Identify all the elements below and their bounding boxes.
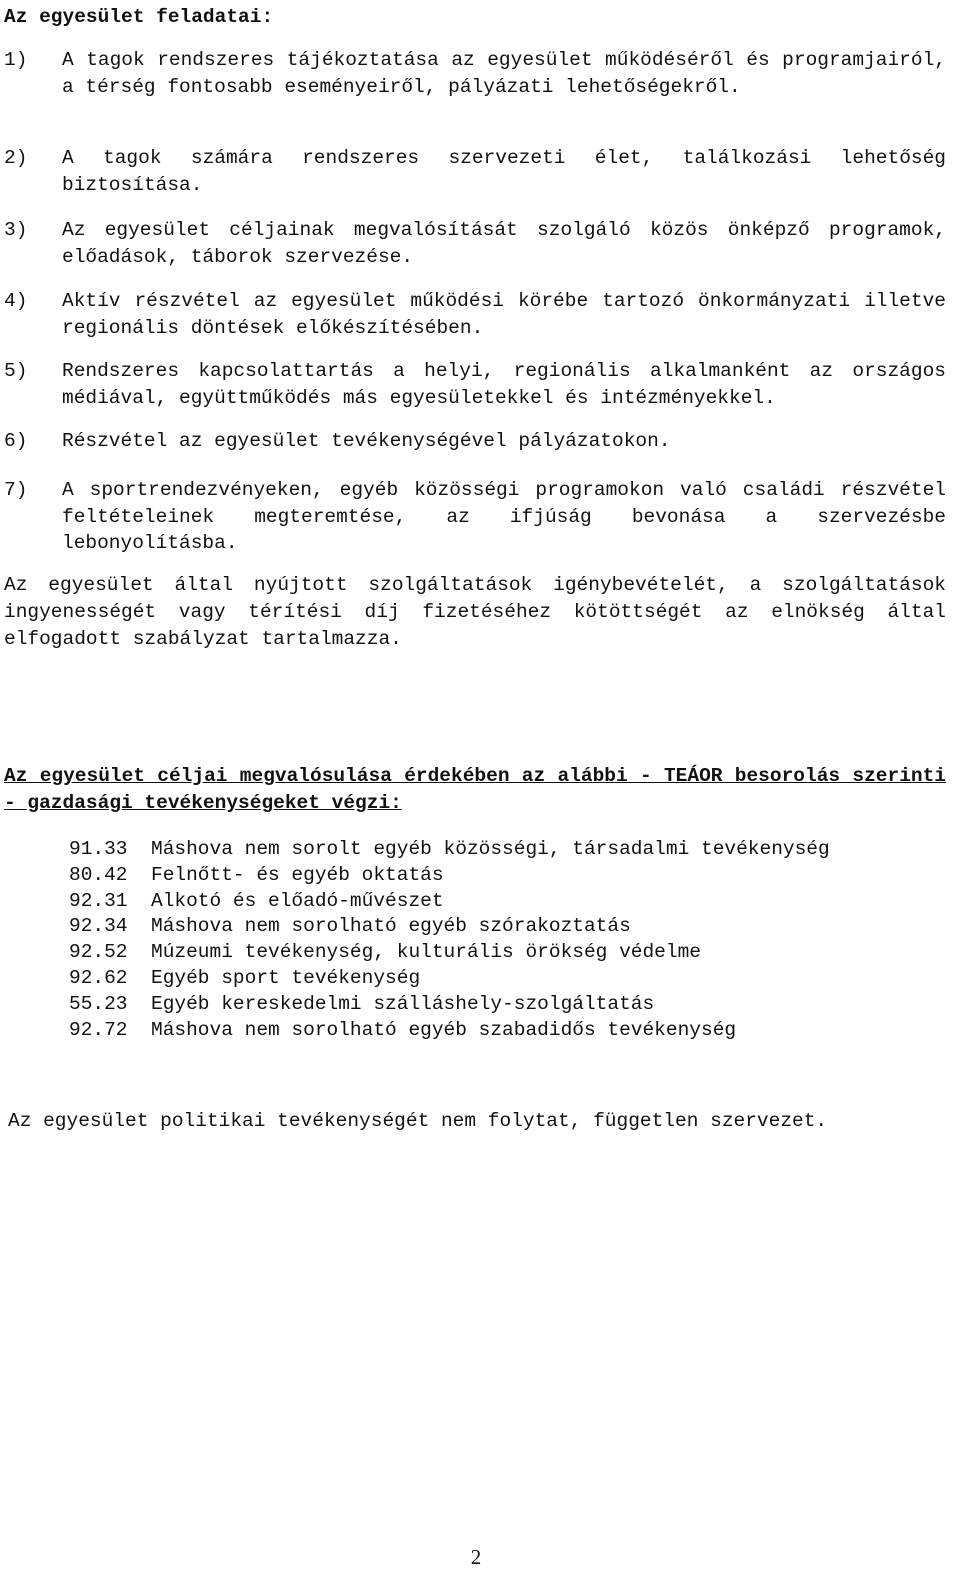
- teaor-label: Egyéb sport tevékenység: [151, 966, 421, 989]
- task-text: A tagok rendszeres tájékoztatása az egyesület működéséről és programjairól, a térség fontosabb eseményeiről, pályázati lehetőségekről.: [62, 49, 946, 98]
- teaor-label: Felnőtt- és egyéb oktatás: [151, 863, 444, 886]
- teaor-code: 91.33: [69, 838, 128, 860]
- teaor-label: Egyéb kereskedelmi szálláshely-szolgáltatás: [151, 992, 655, 1015]
- list-item: [69, 889, 830, 915]
- page-number: 2: [470, 1545, 482, 1569]
- teaor-code: 92.31: [69, 889, 128, 912]
- task-text: Aktív részvétel az egyesület működési körébe tartozó önkormányzati illetve regionális döntések előkészítésében.: [62, 290, 946, 339]
- task-item-3: [4, 217, 946, 270]
- teaor-heading: Az egyesület céljai megvalósulása érdekében az alábbi - TEÁOR besorolás szerinti - gazdasági tevékenységeket végzi:: [4, 765, 946, 814]
- services-paragraph: Az egyesület által nyújtott szolgáltatások igénybevételét, a szolgáltatások ingyenességét vagy térítési díj fizetéséhez kötöttségét az elnökség által elfogadott szabályzat tartalmazza.: [4, 574, 946, 650]
- teaor-label: Máshova nem sorolt egyéb közösségi, társadalmi tevékenység: [151, 838, 830, 860]
- teaor-code-list: [69, 837, 830, 1043]
- teaor-code: 55.23: [69, 992, 128, 1015]
- task-item-4: [4, 288, 946, 341]
- list-item: [69, 966, 830, 992]
- task-text: Az egyesület céljainak megvalósítását szolgáló közös önképző programok, előadások, táborok szervezése.: [62, 219, 946, 268]
- closing-statement: Az egyesület politikai tevékenységét nem folytat, független szervezet.: [8, 1110, 828, 1132]
- list-item: [69, 863, 830, 889]
- teaor-code: 92.72: [69, 1018, 128, 1041]
- list-item: [69, 1018, 830, 1044]
- teaor-label: Máshova nem sorolható egyéb szabadidős tevékenység: [151, 1018, 737, 1041]
- teaor-label: Alkotó és előadó-művészet: [151, 889, 444, 912]
- list-item: [69, 940, 830, 966]
- task-item-2: [4, 145, 946, 198]
- list-item: [69, 914, 830, 940]
- task-text: A tagok számára rendszeres szervezeti élet, találkozási lehetőség biztosítása.: [62, 147, 946, 196]
- task-number: 6): [4, 430, 28, 452]
- task-number: 3): [4, 219, 28, 241]
- teaor-code: 92.52: [69, 941, 128, 964]
- task-text: Rendszeres kapcsolattartás a helyi, regionális alkalmanként az országos médiával, együttműködés más egyesületekkel és intézményekkel.: [62, 360, 946, 409]
- list-item: [69, 837, 830, 863]
- task-number: 4): [4, 290, 28, 312]
- teaor-code: 80.42: [69, 863, 128, 886]
- teaor-label: Múzeumi tevékenység, kulturális örökség védelme: [151, 941, 701, 964]
- teaor-code: 92.34: [69, 915, 128, 938]
- list-item: [69, 992, 830, 1018]
- task-number: 7): [4, 479, 28, 501]
- task-number: 2): [4, 147, 28, 169]
- teaor-code: 92.62: [69, 966, 128, 989]
- task-text: Részvétel az egyesület tevékenységével pályázatokon.: [62, 430, 671, 452]
- section-heading: Az egyesület feladatai:: [4, 6, 274, 28]
- teaor-label: Máshova nem sorolható egyéb szórakoztatás: [151, 915, 631, 938]
- task-number: 1): [4, 49, 28, 71]
- task-item-5: [4, 358, 946, 411]
- task-number: 5): [4, 360, 28, 382]
- task-item-6: [4, 428, 946, 455]
- task-item-1: [4, 47, 946, 100]
- task-text: A sportrendezvényeken, egyéb közösségi programokon való családi részvétel feltételeinek megteremtése, az ifjúság bevonása a szervezésbe lebonyolításba.: [62, 479, 946, 554]
- task-item-7: [4, 477, 946, 557]
